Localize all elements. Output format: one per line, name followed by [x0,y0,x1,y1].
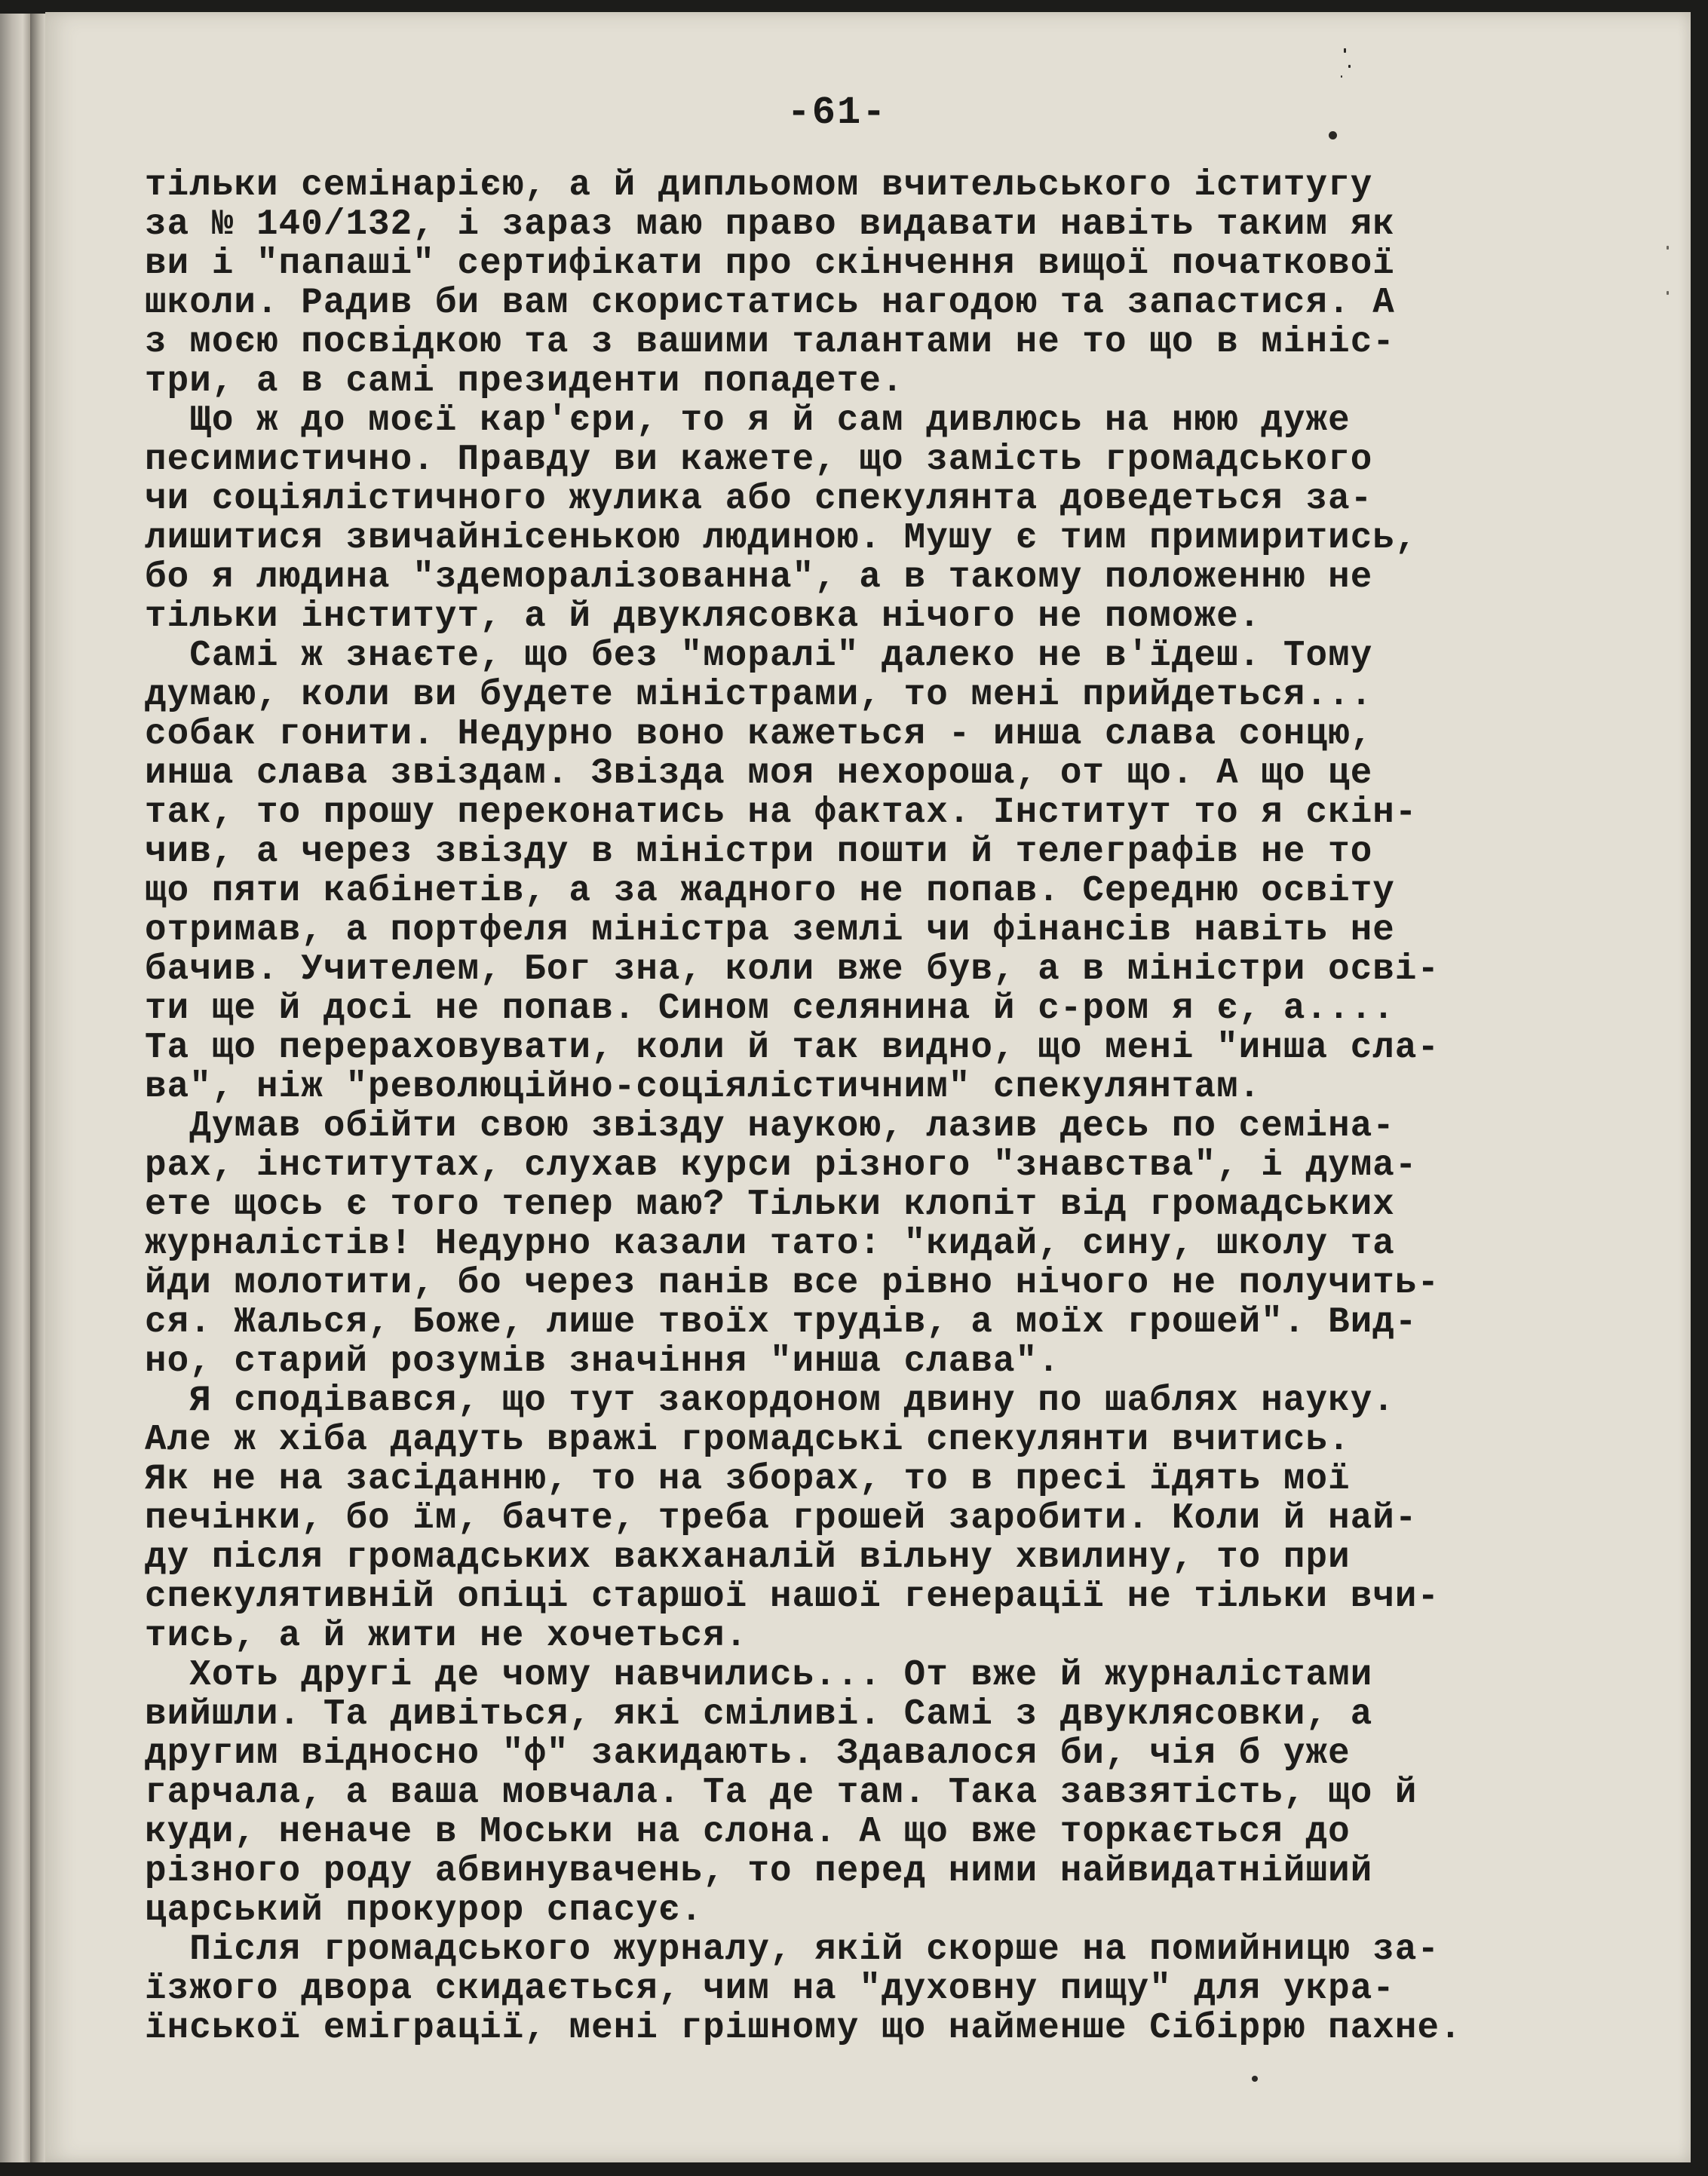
ink-speck [1344,48,1346,53]
text-line: ви і "папаші" сертифікати про скінчення вищої початкової [145,244,1395,284]
text-line: отримав, а портфеля міністра землі чи фінансів навіть не [145,910,1395,951]
text-line: печінки, бо їм, бачте, треба грошей заробити. Коли й най- [145,1498,1418,1539]
text-line: школи. Радив би вам скористатись нагодою та запастися. А [145,283,1395,323]
text-line: їзжого двора скидається, чим на "духовну пищу" для укра- [145,1969,1395,2009]
text-line: но, старий розумів значіння "инша слава". [145,1341,1060,1382]
text-line: Самі ж знаєте, що без "моралі" далеко не в'їдеш. Тому [145,636,1373,676]
ink-speck [1252,2076,1258,2082]
text-line: їнської еміграції, мені грішному що найменше Сібіррю пахне. [145,2008,1462,2049]
text-line: тільки інститут, а й двуклясовка нічого не поможе. [145,596,1262,637]
text-line: Думав обійти свою звізду наукою, лазив десь по семіна- [145,1106,1395,1147]
text-line: три, а в самі президенти попадете. [145,361,904,402]
text-line: чив, а через звізду в міністри пошти й телеграфів не то [145,832,1373,872]
text-line: инша слава звіздам. Звізда моя нехороша, от що. А що це [145,753,1373,794]
text-line: думаю, коли ви будете міністрами, то мені прийдеться... [145,675,1373,716]
previous-page-edge [0,14,30,2162]
ink-speck [1329,131,1337,139]
text-line: собак гонити. Недурно воно кажеться - инша слава сонцю, [145,714,1373,755]
text-line: Що ж до моєї кар'єри, то я й сам дивлюсь на нюю дуже [145,400,1351,441]
paper-page [45,12,1691,2162]
text-line: журналістів! Недурно казали тато: "кидай, сину, школу та [145,1224,1395,1264]
text-line: ти ще й досі не попав. Сином селянина й с-ром я є, а.... [145,988,1395,1029]
text-line: з моєю посвідкою та з вашими талантами не то що в мініс- [145,322,1395,363]
margin-mark [1667,246,1669,250]
text-line: Хоть другі де чому навчились... От вже й журналістами [145,1655,1373,1696]
text-line: другим відносно "ф" закидають. Здавалося би, чія б уже [145,1733,1351,1774]
text-line: гарчала, а ваша мовчала. Та де там. Така завзятість, що й [145,1773,1418,1813]
ink-speck [1348,65,1351,68]
text-line: вийшли. Та дивіться, які сміливі. Самі з двуклясовки, а [145,1694,1373,1735]
margin-mark [1667,291,1669,295]
typewritten-text-body [145,166,1578,2048]
text-line: Як не на засіданню, то на зборах, то в пресі їдять мої [145,1459,1351,1500]
text-line: бачив. Учителем, Бог зна, коли вже був, а в міністри осві- [145,949,1440,990]
text-line: ся. Жалься, Боже, лише твоїх трудів, а моїх грошей". Вид- [145,1302,1418,1343]
text-line: йди молотити, бо через панів все рівно нічого не получить- [145,1263,1440,1304]
binding-gutter-shadow [30,14,47,2162]
text-line: спекулятивній опіці старшої нашої генерації не тільки вчи- [145,1577,1440,1617]
text-line: Та що перераховувати, коли й так видно, що мені "инша сла- [145,1028,1440,1068]
text-line: ете щось є того тепер маю? Тільки клопіт від громадських [145,1185,1395,1225]
text-line: за № 140/132, і зараз маю право видавати навіть таким як [145,204,1395,245]
text-line: що пяти кабінетів, а за жадного не попав. Середню освіту [145,871,1395,912]
text-line: куди, неначе в Моськи на слона. А що вже торкається до [145,1812,1351,1853]
text-line: бо я людина "здеморалізованна", а в такому положенню не [145,557,1373,598]
text-line: Я сподівався, що тут закордоном двину по шаблях науку. [145,1381,1395,1421]
text-line: тільки семінарією, а й дипльомом вчительського іститугу [145,165,1373,206]
ink-speck [1341,75,1342,78]
page-number: -61- [787,90,888,135]
text-line: царський прокурор спасує. [145,1890,704,1931]
text-line: тись, а й жити не хочеться. [145,1616,748,1657]
text-line: песимистично. Правду ви кажете, що замість громадського [145,440,1373,480]
text-line: різного роду абвинувачень, то перед ними найвидатнійший [145,1851,1373,1892]
text-line: лишитися звичайнісенькою людиною. Мушу є тим примиритись, [145,518,1418,559]
text-line: так, то прошу переконатись на фактах. Інститут то я скін- [145,792,1418,833]
text-line: Але ж хіба дадуть вражі громадські спекулянти вчитись. [145,1420,1351,1460]
text-line: ва", ніж "революційно-соціялістичним" спекулянтам. [145,1067,1262,1108]
text-line: Після громадського журналу, якій скорше на помийницю за- [145,1929,1440,1970]
text-line: ду після громадських вакханалій вільну хвилину, то при [145,1537,1351,1578]
text-line: рах, інститутах, слухав курси різного "знавства", і дума- [145,1145,1418,1186]
text-line: чи соціялістичного жулика або спекулянта доведеться за- [145,479,1373,519]
